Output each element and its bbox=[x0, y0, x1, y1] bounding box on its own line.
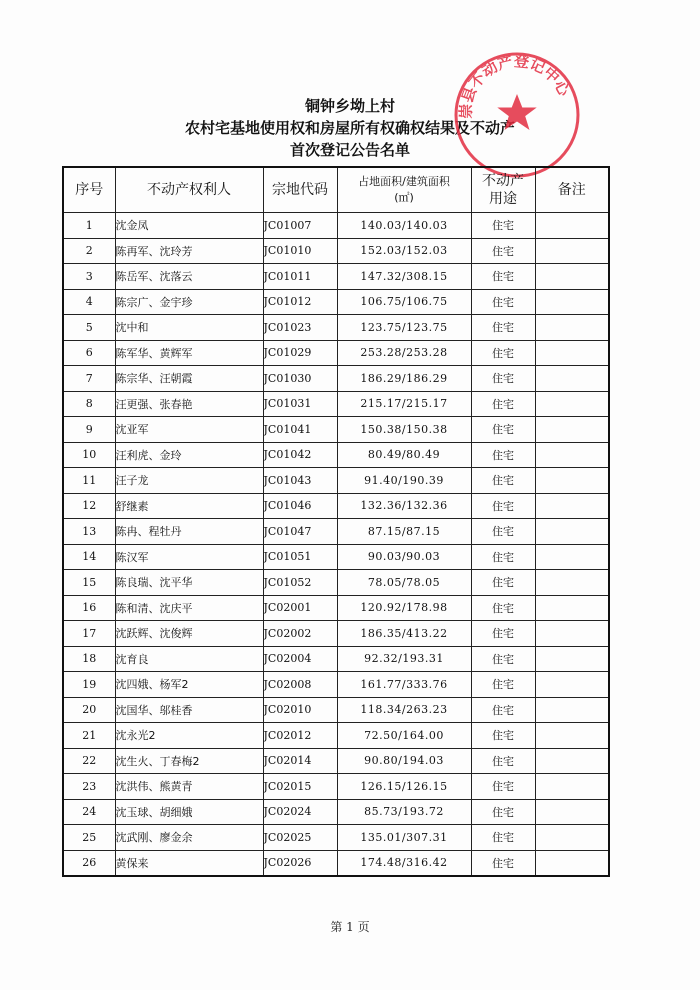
note-cell bbox=[535, 213, 609, 239]
note-cell bbox=[535, 825, 609, 851]
note-cell bbox=[535, 672, 609, 698]
area-value: 120.92/178.98 bbox=[337, 595, 471, 621]
usage-type: 住宅 bbox=[471, 289, 535, 315]
note-cell bbox=[535, 646, 609, 672]
parcel-code: JC02026 bbox=[263, 850, 337, 876]
owner-name: 陈军华、黄辉军 bbox=[115, 340, 263, 366]
area-value: 150.38/150.38 bbox=[337, 417, 471, 443]
note-cell bbox=[535, 519, 609, 545]
area-value: 132.36/132.36 bbox=[337, 493, 471, 519]
parcel-code: JC01023 bbox=[263, 315, 337, 341]
owner-name: 陈汉军 bbox=[115, 544, 263, 570]
parcel-code: JC01030 bbox=[263, 366, 337, 392]
registration-table bbox=[62, 166, 610, 877]
usage-type: 住宅 bbox=[471, 340, 535, 366]
table-row bbox=[63, 672, 609, 698]
usage-type: 住宅 bbox=[471, 366, 535, 392]
header-note: 备注 bbox=[535, 167, 609, 213]
parcel-code: JC01010 bbox=[263, 238, 337, 264]
usage-type: 住宅 bbox=[471, 391, 535, 417]
usage-type: 住宅 bbox=[471, 646, 535, 672]
parcel-code: JC01052 bbox=[263, 570, 337, 596]
table-row bbox=[63, 646, 609, 672]
row-number: 10 bbox=[63, 442, 115, 468]
parcel-code: JC01007 bbox=[263, 213, 337, 239]
area-value: 123.75/123.75 bbox=[337, 315, 471, 341]
table-row bbox=[63, 213, 609, 239]
owner-name: 沈洪伟、熊黄青 bbox=[115, 774, 263, 800]
row-number: 4 bbox=[63, 289, 115, 315]
row-number: 13 bbox=[63, 519, 115, 545]
note-cell bbox=[535, 366, 609, 392]
note-cell bbox=[535, 850, 609, 876]
row-number: 22 bbox=[63, 748, 115, 774]
parcel-code: JC01042 bbox=[263, 442, 337, 468]
parcel-code: JC02024 bbox=[263, 799, 337, 825]
parcel-code: JC02010 bbox=[263, 697, 337, 723]
owner-name: 沈永光2 bbox=[115, 723, 263, 749]
usage-type: 住宅 bbox=[471, 850, 535, 876]
table-row bbox=[63, 748, 609, 774]
area-value: 152.03/152.03 bbox=[337, 238, 471, 264]
owner-name: 陈岳军、沈落云 bbox=[115, 264, 263, 290]
owner-name: 沈金凤 bbox=[115, 213, 263, 239]
area-value: 215.17/215.17 bbox=[337, 391, 471, 417]
table-row bbox=[63, 366, 609, 392]
area-value: 147.32/308.15 bbox=[337, 264, 471, 290]
area-value: 72.50/164.00 bbox=[337, 723, 471, 749]
note-cell bbox=[535, 391, 609, 417]
parcel-code: JC01031 bbox=[263, 391, 337, 417]
table-row bbox=[63, 723, 609, 749]
area-value: 90.80/194.03 bbox=[337, 748, 471, 774]
area-value: 80.49/80.49 bbox=[337, 442, 471, 468]
note-cell bbox=[535, 595, 609, 621]
note-cell bbox=[535, 340, 609, 366]
row-number: 20 bbox=[63, 697, 115, 723]
area-value: 186.29/186.29 bbox=[337, 366, 471, 392]
page-number: 第 1 页 bbox=[330, 920, 370, 934]
row-number: 6 bbox=[63, 340, 115, 366]
table-row bbox=[63, 825, 609, 851]
official-seal bbox=[452, 50, 582, 180]
usage-type: 住宅 bbox=[471, 493, 535, 519]
table-header-row bbox=[63, 167, 609, 213]
table-row bbox=[63, 391, 609, 417]
title-main: 农村宅基地使用权和房屋所有权确权结果及不动产 bbox=[184, 119, 515, 137]
usage-type: 住宅 bbox=[471, 315, 535, 341]
note-cell bbox=[535, 264, 609, 290]
usage-type: 住宅 bbox=[471, 748, 535, 774]
row-number: 2 bbox=[63, 238, 115, 264]
row-number: 16 bbox=[63, 595, 115, 621]
area-value: 126.15/126.15 bbox=[337, 774, 471, 800]
table-row bbox=[63, 289, 609, 315]
header-area-line1: 占地面积/建筑面积 bbox=[358, 175, 450, 188]
row-number: 5 bbox=[63, 315, 115, 341]
row-number: 25 bbox=[63, 825, 115, 851]
header-area-unit: (㎡) bbox=[394, 191, 414, 204]
header-area bbox=[337, 167, 471, 213]
table-row bbox=[63, 340, 609, 366]
usage-type: 住宅 bbox=[471, 799, 535, 825]
parcel-code: JC02014 bbox=[263, 748, 337, 774]
note-cell bbox=[535, 289, 609, 315]
area-value: 87.15/87.15 bbox=[337, 519, 471, 545]
parcel-code: JC01041 bbox=[263, 417, 337, 443]
table-row bbox=[63, 697, 609, 723]
usage-type: 住宅 bbox=[471, 774, 535, 800]
area-value: 140.03/140.03 bbox=[337, 213, 471, 239]
header-owner: 不动产权利人 bbox=[115, 167, 263, 213]
table-row bbox=[63, 544, 609, 570]
usage-type: 住宅 bbox=[471, 519, 535, 545]
header-code: 宗地代码 bbox=[263, 167, 337, 213]
table-row bbox=[63, 799, 609, 825]
area-value: 174.48/316.42 bbox=[337, 850, 471, 876]
parcel-code: JC02001 bbox=[263, 595, 337, 621]
parcel-code: JC01051 bbox=[263, 544, 337, 570]
table-row bbox=[63, 774, 609, 800]
parcel-code: JC01047 bbox=[263, 519, 337, 545]
note-cell bbox=[535, 774, 609, 800]
note-cell bbox=[535, 493, 609, 519]
owner-name: 黄保来 bbox=[115, 850, 263, 876]
owner-name: 沈国华、邬桂香 bbox=[115, 697, 263, 723]
area-value: 78.05/78.05 bbox=[337, 570, 471, 596]
parcel-code: JC01043 bbox=[263, 468, 337, 494]
row-number: 11 bbox=[63, 468, 115, 494]
owner-name: 汪利虎、金玲 bbox=[115, 442, 263, 468]
row-number: 24 bbox=[63, 799, 115, 825]
header-use bbox=[471, 167, 535, 213]
parcel-code: JC02002 bbox=[263, 621, 337, 647]
row-number: 12 bbox=[63, 493, 115, 519]
owner-name: 陈冉、程牡丹 bbox=[115, 519, 263, 545]
owner-name: 沈玉球、胡细娥 bbox=[115, 799, 263, 825]
note-cell bbox=[535, 697, 609, 723]
seal-star-icon bbox=[497, 94, 536, 130]
parcel-code: JC01012 bbox=[263, 289, 337, 315]
usage-type: 住宅 bbox=[471, 544, 535, 570]
owner-name: 陈再军、沈玲芳 bbox=[115, 238, 263, 264]
area-value: 161.77/333.76 bbox=[337, 672, 471, 698]
area-value: 118.34/263.23 bbox=[337, 697, 471, 723]
table-row bbox=[63, 238, 609, 264]
area-value: 186.35/413.22 bbox=[337, 621, 471, 647]
header-use-line1: 不动产 bbox=[482, 173, 524, 189]
parcel-code: JC02008 bbox=[263, 672, 337, 698]
table-body bbox=[63, 213, 609, 877]
row-number: 1 bbox=[63, 213, 115, 239]
usage-type: 住宅 bbox=[471, 417, 535, 443]
note-cell bbox=[535, 723, 609, 749]
usage-type: 住宅 bbox=[471, 468, 535, 494]
usage-type: 住宅 bbox=[471, 697, 535, 723]
table-row bbox=[63, 315, 609, 341]
owner-name: 陈宗华、汪朝霞 bbox=[115, 366, 263, 392]
owner-name: 陈良瑞、沈平华 bbox=[115, 570, 263, 596]
parcel-code: JC01011 bbox=[263, 264, 337, 290]
table-row bbox=[63, 493, 609, 519]
usage-type: 住宅 bbox=[471, 595, 535, 621]
parcel-code: JC01046 bbox=[263, 493, 337, 519]
parcel-code: JC02015 bbox=[263, 774, 337, 800]
note-cell bbox=[535, 315, 609, 341]
owner-name: 沈四娥、杨军2 bbox=[115, 672, 263, 698]
table-row bbox=[63, 621, 609, 647]
usage-type: 住宅 bbox=[471, 825, 535, 851]
parcel-code: JC01029 bbox=[263, 340, 337, 366]
usage-type: 住宅 bbox=[471, 213, 535, 239]
table-row bbox=[63, 417, 609, 443]
owner-name: 汪更强、张春艳 bbox=[115, 391, 263, 417]
header-use-line2: 用途 bbox=[489, 191, 517, 207]
area-value: 135.01/307.31 bbox=[337, 825, 471, 851]
table-row bbox=[63, 850, 609, 876]
usage-type: 住宅 bbox=[471, 442, 535, 468]
owner-name: 沈中和 bbox=[115, 315, 263, 341]
area-value: 91.40/190.39 bbox=[337, 468, 471, 494]
usage-type: 住宅 bbox=[471, 238, 535, 264]
parcel-code: JC02025 bbox=[263, 825, 337, 851]
row-number: 18 bbox=[63, 646, 115, 672]
title-village: 铜钟乡坳上村 bbox=[304, 97, 395, 115]
owner-name: 沈生火、丁春梅2 bbox=[115, 748, 263, 774]
row-number: 23 bbox=[63, 774, 115, 800]
usage-type: 住宅 bbox=[471, 570, 535, 596]
title-sub: 首次登记公告名单 bbox=[289, 141, 410, 159]
row-number: 17 bbox=[63, 621, 115, 647]
row-number: 7 bbox=[63, 366, 115, 392]
row-number: 8 bbox=[63, 391, 115, 417]
usage-type: 住宅 bbox=[471, 672, 535, 698]
parcel-code: JC02004 bbox=[263, 646, 337, 672]
table-row bbox=[63, 595, 609, 621]
row-number: 19 bbox=[63, 672, 115, 698]
area-value: 253.28/253.28 bbox=[337, 340, 471, 366]
note-cell bbox=[535, 544, 609, 570]
row-number: 3 bbox=[63, 264, 115, 290]
table-row bbox=[63, 468, 609, 494]
owner-name: 陈和清、沈庆平 bbox=[115, 595, 263, 621]
note-cell bbox=[535, 748, 609, 774]
note-cell bbox=[535, 417, 609, 443]
usage-type: 住宅 bbox=[471, 264, 535, 290]
parcel-code: JC02012 bbox=[263, 723, 337, 749]
row-number: 14 bbox=[63, 544, 115, 570]
owner-name: 陈宗广、金宇珍 bbox=[115, 289, 263, 315]
row-number: 21 bbox=[63, 723, 115, 749]
row-number: 26 bbox=[63, 850, 115, 876]
usage-type: 住宅 bbox=[471, 723, 535, 749]
row-number: 15 bbox=[63, 570, 115, 596]
owner-name: 沈武刚、廖金余 bbox=[115, 825, 263, 851]
area-value: 85.73/193.72 bbox=[337, 799, 471, 825]
table-row bbox=[63, 264, 609, 290]
note-cell bbox=[535, 238, 609, 264]
area-value: 90.03/90.03 bbox=[337, 544, 471, 570]
note-cell bbox=[535, 799, 609, 825]
usage-type: 住宅 bbox=[471, 621, 535, 647]
table-row bbox=[63, 519, 609, 545]
owner-name: 沈育良 bbox=[115, 646, 263, 672]
note-cell bbox=[535, 468, 609, 494]
note-cell bbox=[535, 570, 609, 596]
note-cell bbox=[535, 442, 609, 468]
owner-name: 沈亚军 bbox=[115, 417, 263, 443]
owner-name: 汪子龙 bbox=[115, 468, 263, 494]
table-row bbox=[63, 570, 609, 596]
owner-name: 沈跃辉、沈俊辉 bbox=[115, 621, 263, 647]
note-cell bbox=[535, 621, 609, 647]
area-value: 92.32/193.31 bbox=[337, 646, 471, 672]
area-value: 106.75/106.75 bbox=[337, 289, 471, 315]
table-row bbox=[63, 442, 609, 468]
row-number: 9 bbox=[63, 417, 115, 443]
header-no: 序号 bbox=[63, 167, 115, 213]
svg-text:崇县不动产登记中心: 崇县不动产登记中心 bbox=[456, 52, 574, 119]
owner-name: 舒继素 bbox=[115, 493, 263, 519]
